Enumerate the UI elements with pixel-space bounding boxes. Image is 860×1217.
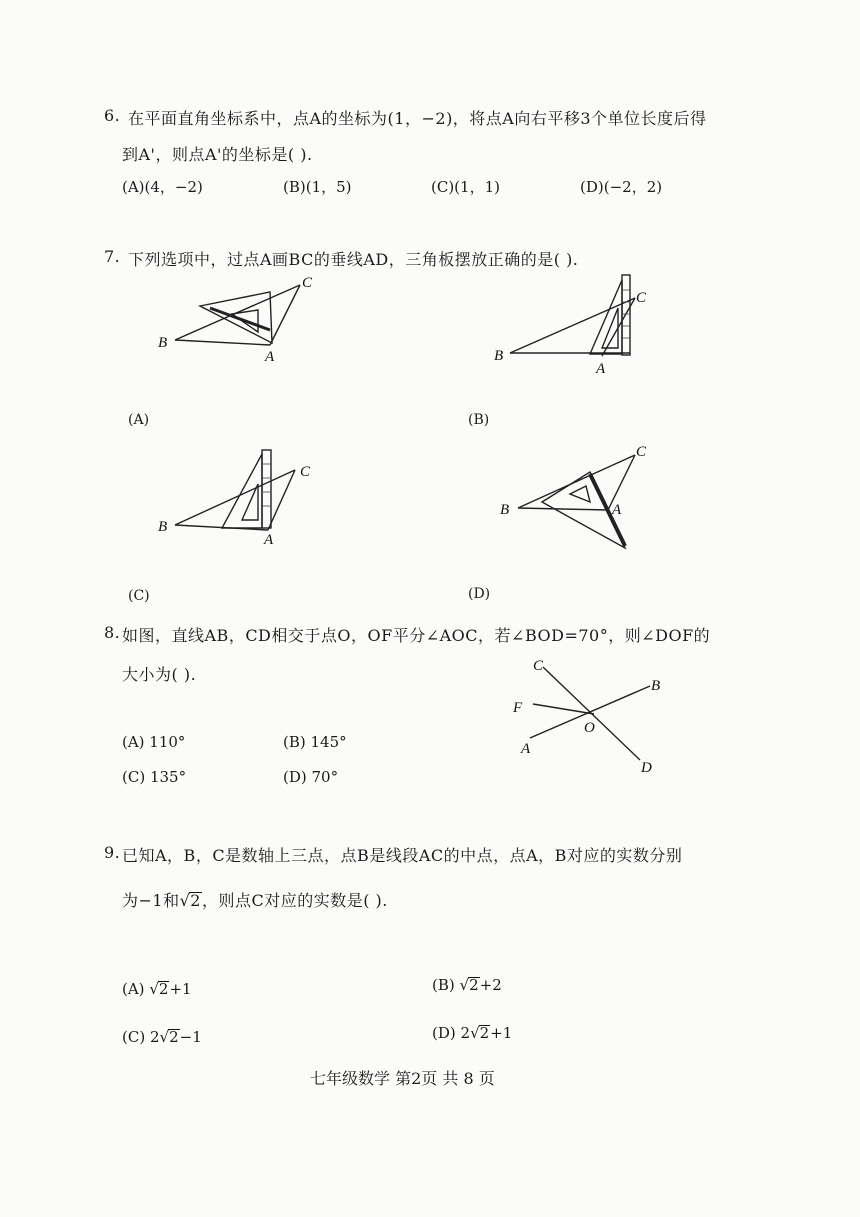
- q7-figure-c-label[interactable]: (C): [128, 588, 150, 604]
- q7a-label-c: C: [302, 275, 313, 291]
- q7d-label-c: C: [636, 444, 647, 460]
- q9-number: 9.: [104, 843, 121, 862]
- q7-figure-a: [150, 270, 320, 370]
- q8-label-o: O: [584, 720, 595, 736]
- page-footer: 七年级数学 第2页 共 8 页: [310, 1069, 495, 1088]
- q7c-label-b: B: [158, 519, 168, 535]
- q7-stem: 下列选项中，过点A画BC的垂线AD，三角板摆放正确的是( ).: [128, 250, 579, 269]
- q7-figure-c: [150, 440, 330, 555]
- q7-number: 7.: [104, 247, 121, 266]
- q7-figure-d: [490, 440, 670, 560]
- q6-option-c[interactable]: (C)(1，1): [431, 178, 500, 196]
- q7b-label-c: C: [636, 290, 647, 306]
- q9-option-a[interactable]: (A) √2+1: [122, 980, 192, 998]
- q7b-label-b: B: [494, 348, 504, 364]
- q7d-label-a: A: [612, 502, 622, 518]
- q8-number: 8.: [104, 623, 121, 642]
- q8-option-d[interactable]: (D) 70°: [283, 768, 339, 786]
- q8-label-c: C: [533, 658, 544, 674]
- q8-option-b[interactable]: (B) 145°: [283, 733, 347, 751]
- q8-label-f: F: [513, 700, 523, 716]
- q9-option-d[interactable]: (D) 2√2+1: [432, 1024, 513, 1042]
- q8-option-c[interactable]: (C) 135°: [122, 768, 187, 786]
- q8-option-a[interactable]: (A) 110°: [122, 733, 186, 751]
- q7b-label-a: A: [596, 361, 606, 377]
- q7a-label-a: A: [265, 349, 275, 365]
- q6-number: 6.: [104, 106, 121, 125]
- q6-stem-line1: 在平面直角坐标系中，点A的坐标为(1，−2)，将点A向右平移3个单位长度后得: [128, 109, 707, 128]
- q8-stem-line2: 大小为( ).: [122, 665, 197, 684]
- q6-stem-line2: 到A'，则点A'的坐标是( ).: [122, 145, 313, 164]
- q7-figure-a-label[interactable]: (A): [128, 412, 150, 428]
- q8-stem-line1: 如图，直线AB，CD相交于点O，OF平分∠AOC，若∠BOD=70°，则∠DOF的: [122, 626, 711, 645]
- q6-option-d[interactable]: (D)(−2，2): [580, 178, 663, 196]
- q8-label-d: D: [641, 760, 652, 776]
- q7-figure-b: [490, 270, 660, 380]
- q7a-label-b: B: [158, 335, 168, 351]
- q9-stem-line2: 为−1和√2，则点C对应的实数是( ).: [122, 891, 388, 910]
- q8-label-a: A: [521, 741, 531, 757]
- q7c-label-c: C: [300, 464, 311, 480]
- q6-option-a[interactable]: (A)(4，−2): [122, 178, 203, 196]
- q6-option-b[interactable]: (B)(1，5): [283, 178, 352, 196]
- q7-figure-b-label[interactable]: (B): [468, 412, 490, 428]
- q9-option-b[interactable]: (B) √2+2: [432, 976, 502, 994]
- q7-figure-d-label[interactable]: (D): [468, 586, 491, 602]
- q7c-label-a: A: [264, 532, 274, 548]
- q8-label-b: B: [651, 678, 661, 694]
- q9-stem-line1: 已知A，B，C是数轴上三点，点B是线段AC的中点，点A，B对应的实数分别: [122, 846, 683, 865]
- q8-figure: [505, 650, 680, 780]
- q9-option-c[interactable]: (C) 2√2−1: [122, 1028, 202, 1046]
- q7d-label-b: B: [500, 502, 510, 518]
